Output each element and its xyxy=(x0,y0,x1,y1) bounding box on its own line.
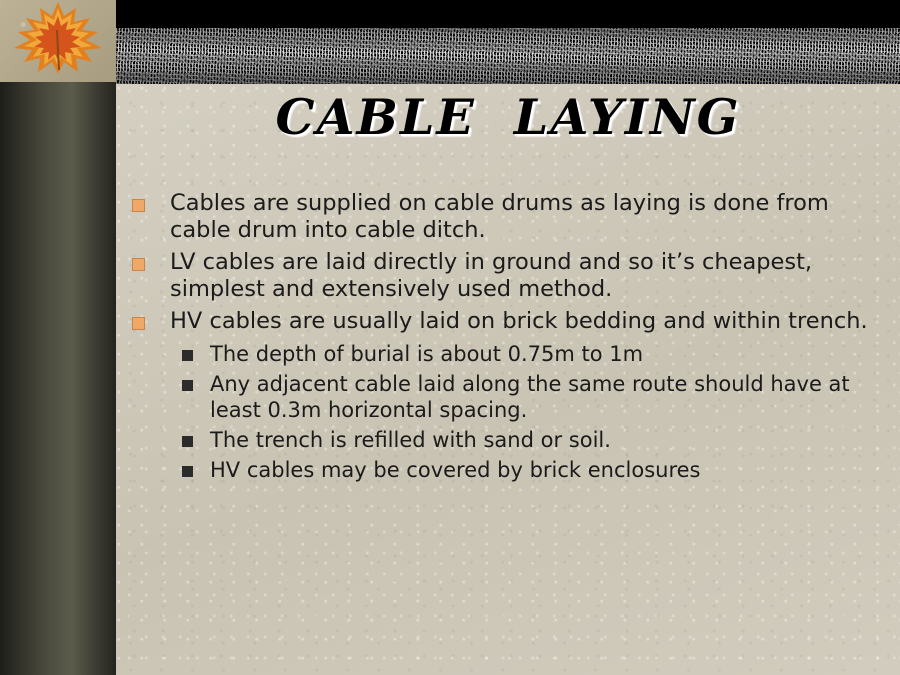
sub-list-item-text: The trench is refilled with sand or soil. xyxy=(210,428,611,452)
list-item-text: Cables are supplied on cable drums as laying is done from cable drum into cable ditch. xyxy=(170,190,829,243)
sub-list-item xyxy=(124,427,894,453)
maple-leaf-icon xyxy=(6,0,110,74)
list-item-text: LV cables are laid directly in ground and so it’s cheapest, simplest and extensively used method. xyxy=(170,249,813,302)
sidebar-top-panel xyxy=(0,0,116,82)
sub-list-item-text: The depth of burial is about 0.75m to 1m xyxy=(210,342,644,366)
sidebar-decoration xyxy=(0,0,116,675)
bullet-square-icon xyxy=(182,466,193,477)
bullet-square-icon xyxy=(182,380,193,391)
sub-bullet-list xyxy=(124,341,894,483)
bullet-square-icon xyxy=(182,350,193,361)
sub-list-item xyxy=(124,457,894,483)
list-item xyxy=(124,190,894,244)
bullet-square-icon xyxy=(132,258,145,271)
bullet-square-icon xyxy=(182,436,193,447)
slide-title: CABLE LAYING xyxy=(275,88,741,146)
sub-list-item xyxy=(124,371,894,423)
header-texture-band xyxy=(116,28,900,84)
list-item xyxy=(124,308,894,335)
list-item-text: HV cables are usually laid on brick bedding and within trench. xyxy=(170,308,868,334)
list-item xyxy=(124,249,894,303)
sub-list-item-text: HV cables may be covered by brick enclosures xyxy=(210,458,701,482)
sub-list-item xyxy=(124,341,894,367)
sub-list-item-text: Any adjacent cable laid along the same route should have at least 0.3m horizontal spacing. xyxy=(210,372,850,422)
bullet-square-icon xyxy=(132,199,145,212)
bullet-list xyxy=(124,190,894,487)
bullet-square-icon xyxy=(132,317,145,330)
